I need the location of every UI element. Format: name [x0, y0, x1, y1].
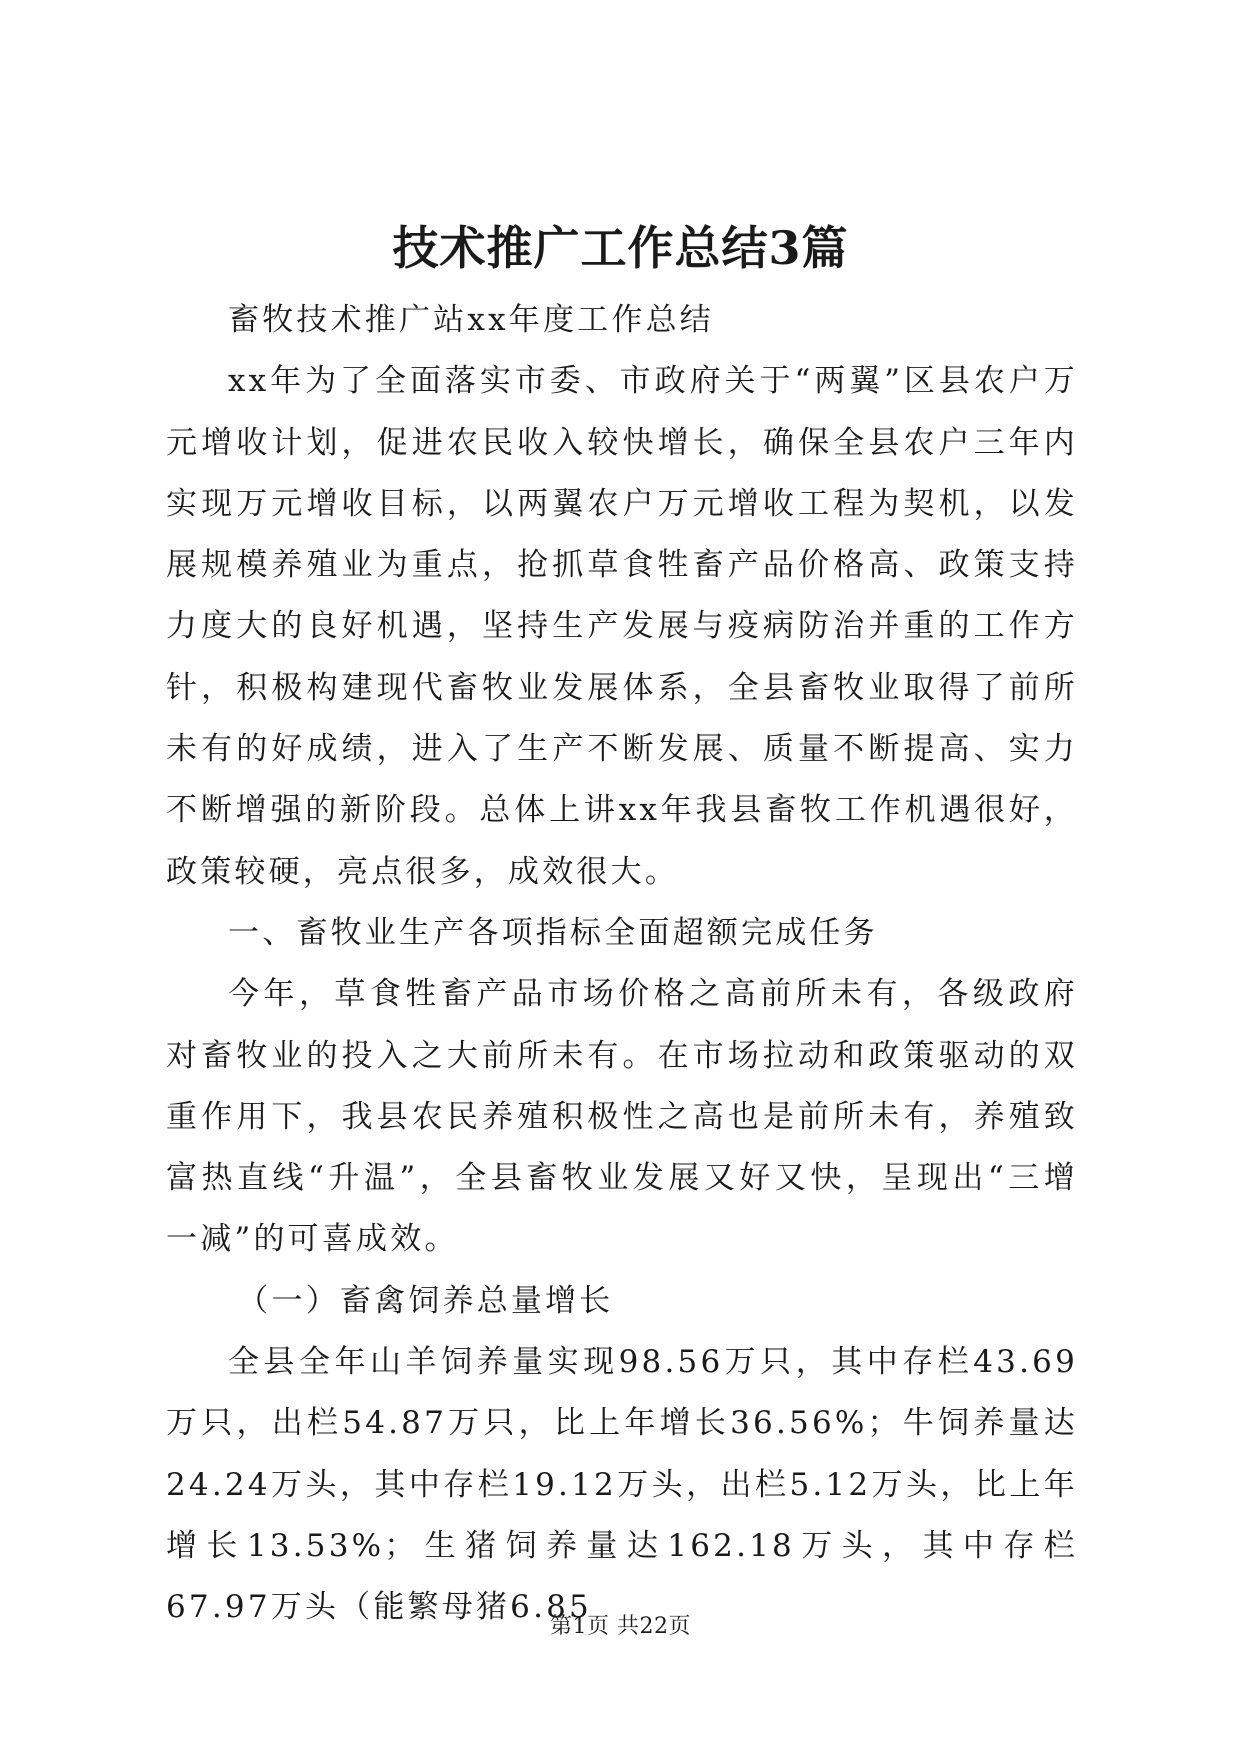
paragraph-intro: xx年为了全面落实市委、市政府关于“两翼”区县农户万元增收计划，促进农民收入较快增长，确保全县农户三年内实现万元增收目标，以两翼农户万元增收工程为契机，以发展规模养殖业为重点，抢抓草食牲畜产品价格高、政策支持力度大的良好机遇，坚持生产发展与疫病防治并重的工作方针，积极构建现代畜牧业发展体系，全县畜牧业取得了前所未有的好成绩，进入了生产不断发展、质量不断提高、实力不断增强的新阶段。总体上讲xx年我县畜牧工作机遇很好，政策较硬，亮点很多，成效很大。 [166, 363, 1078, 890]
paragraph-livestock-stats: 全县全年山羊饲养量实现98.56万只，其中存栏43.69万只，出栏54.87万只，比上年增长36.56%；牛饲养量达24.24万头，其中存栏19.12万头，出栏5.12万头，比上年增长13.53%；生猪饲养量达162.18万头，其中存栏67.97万头（能繁母猪6.85 [166, 1344, 1078, 1626]
subsection-heading-1: （一）畜禽饲养总量增长 [237, 1282, 614, 1319]
page-number-footer: 第1页 共22页 [550, 1614, 691, 1639]
paragraph-subtitle: 畜牧技术推广站xx年度工作总结 [228, 302, 714, 338]
document-title: 技术推广工作总结3篇 [392, 221, 849, 275]
section-heading-1: 一、畜牧业生产各项指标全面超额完成任务 [228, 914, 878, 951]
paragraph-market: 今年，草食牲畜产品市场价格之高前所未有，各级政府对畜牧业的投入之大前所未有。在市场拉动和政策驱动的双重作用下，我县农民养殖积极性之高也是前所未有，养殖致富热直线“升温”，全县畜牧业发展又好又快，呈现出“三增一减”的可喜成效。 [166, 976, 1078, 1258]
document-body [166, 290, 1078, 1639]
